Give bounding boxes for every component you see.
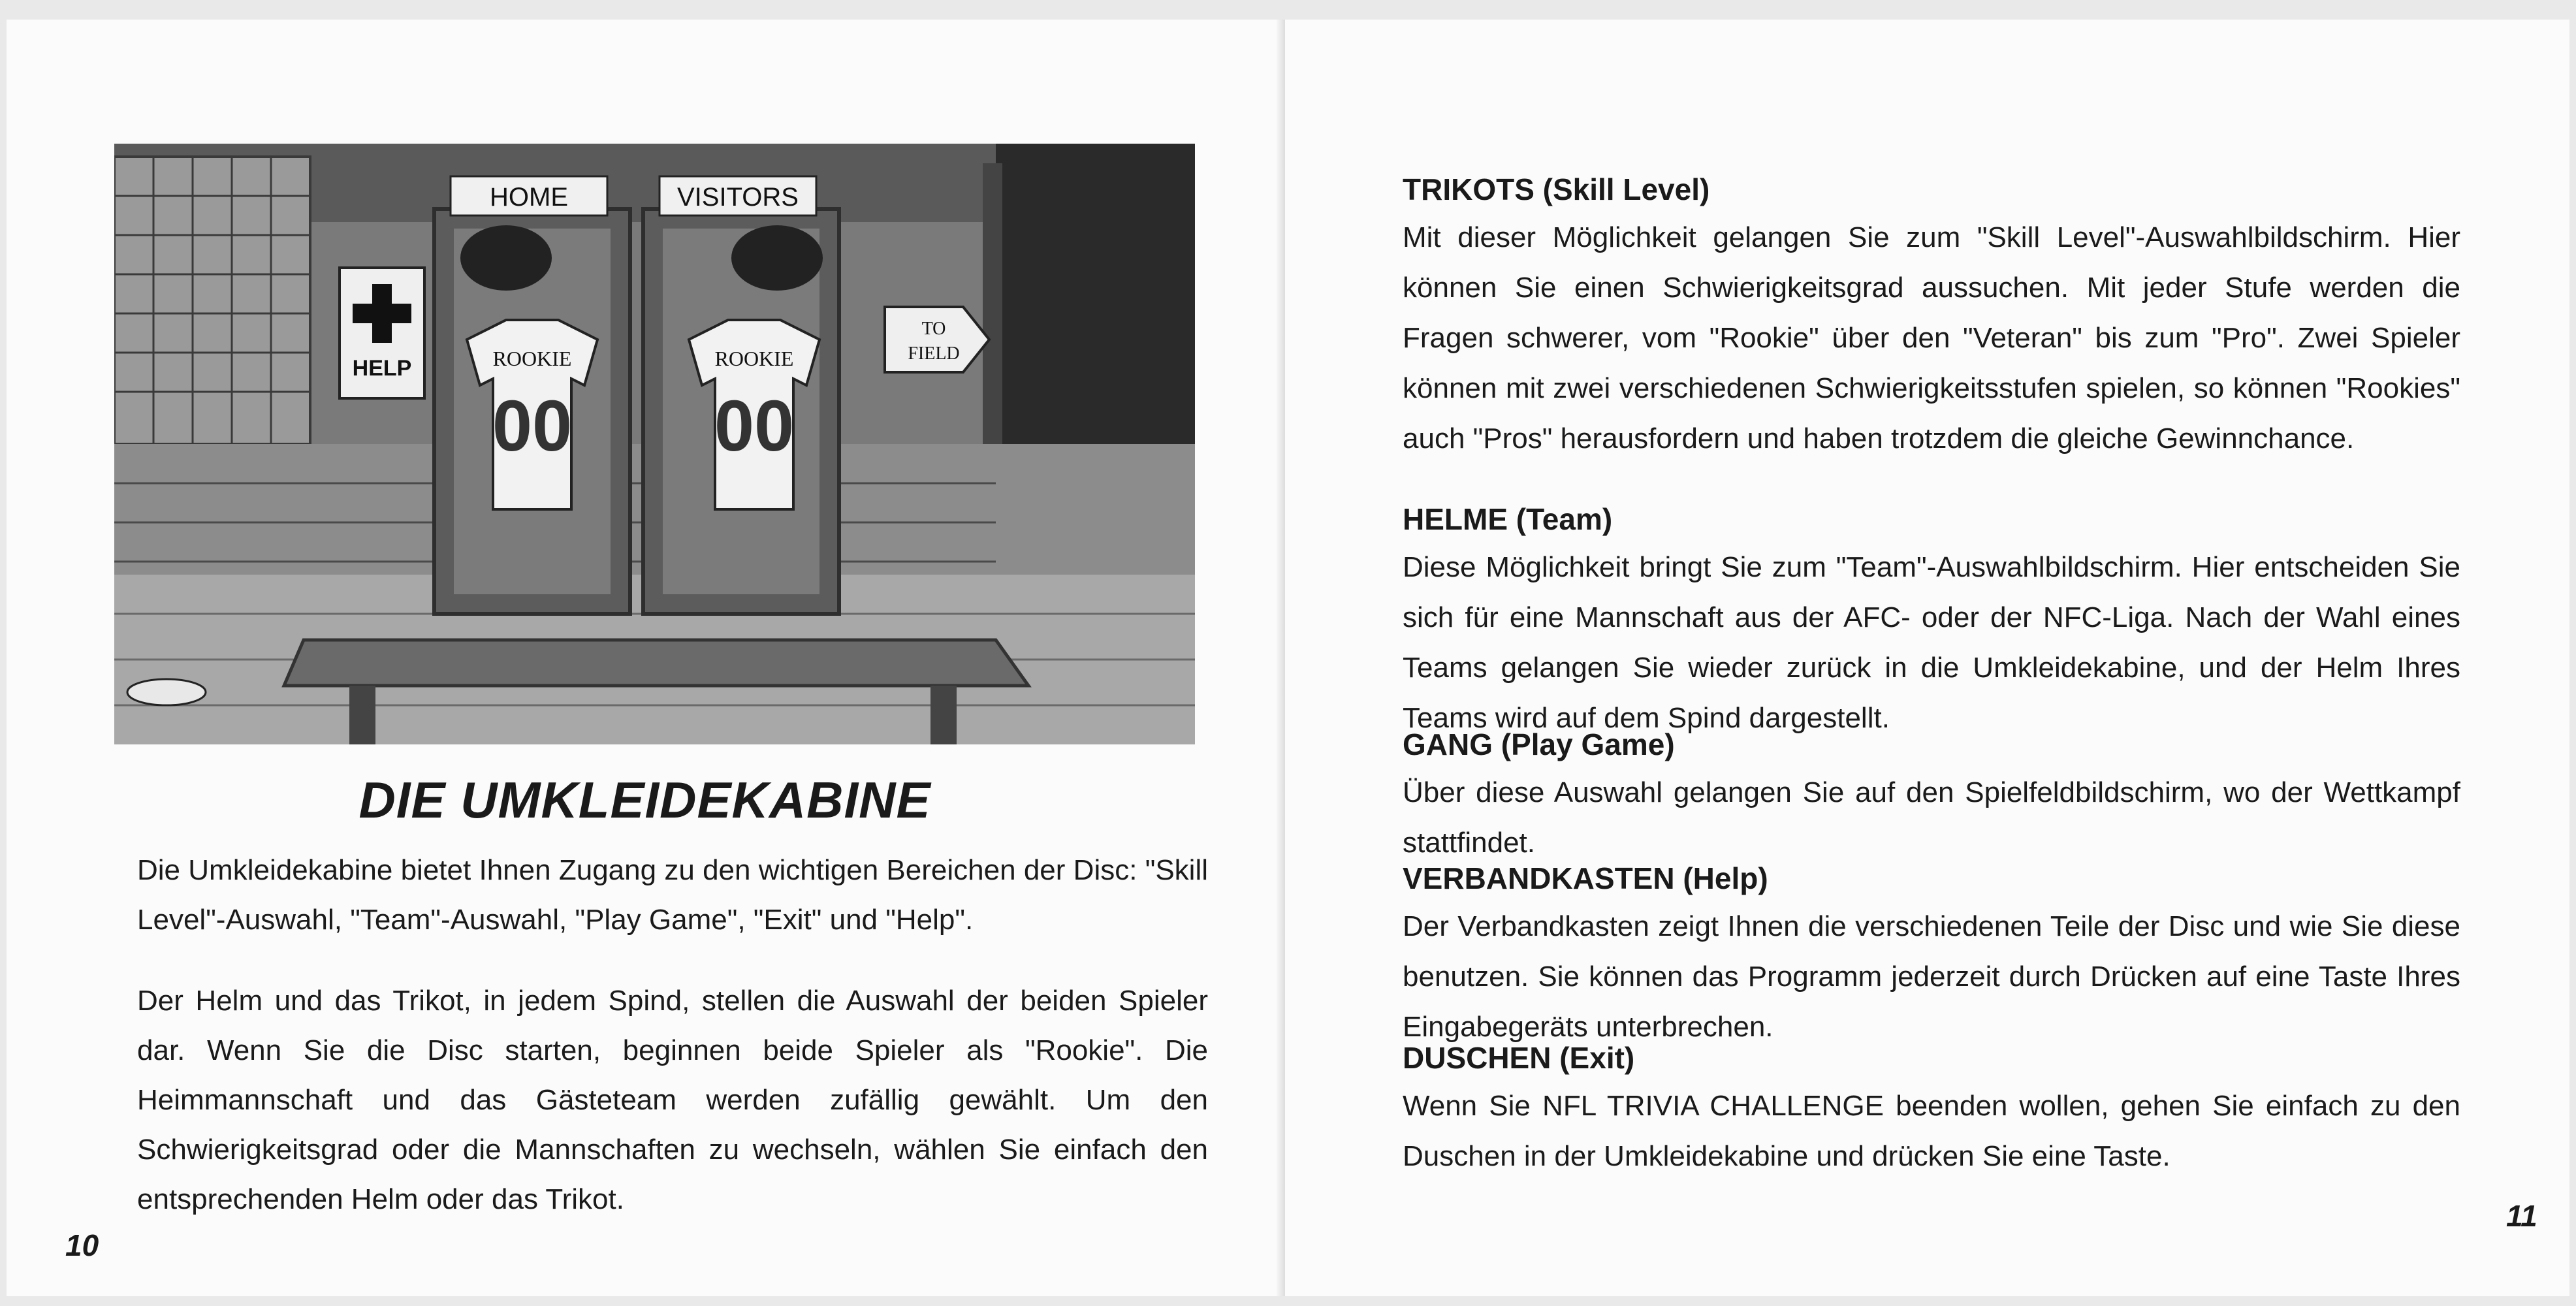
locker-room-screenshot bbox=[114, 144, 1195, 744]
visitors-locker-label: VISITORS bbox=[677, 183, 799, 212]
booklet-spread bbox=[7, 20, 2569, 1296]
section-title: GANG (Play Game) bbox=[1403, 727, 1675, 761]
page-number: 10 bbox=[65, 1228, 99, 1262]
section-duschen bbox=[1403, 1035, 2460, 1181]
locker-room-illustration bbox=[114, 144, 1195, 744]
intro-paragraph: Die Umkleidekabine bietet Ihnen Zugang zu den wichtigen Bereichen der Disc: "Skill Level"-Auswahl, "Team"-Auswahl, "Play Game", "Exit" und "Help". bbox=[137, 854, 1208, 936]
section-title: HELME (Team) bbox=[1403, 502, 1613, 536]
home-locker-label: HOME bbox=[490, 183, 568, 212]
section-helme bbox=[1403, 496, 2460, 743]
right-page bbox=[1285, 20, 2569, 1296]
section-gang bbox=[1403, 722, 2460, 868]
help-sign-label[interactable]: HELP bbox=[352, 356, 412, 381]
section-verbandkasten bbox=[1403, 855, 2460, 1052]
section-body: Diese Möglichkeit bringt Sie zum "Team"-Auswahlbildschirm. Hier entscheiden Sie sich für eine Mannschaft aus der AFC- oder der NFC-Liga. Nach der Wahl eines Teams gelangen Sie wieder zurück in die Umkleidekabine, und der Helm Ihres Teams wird auf dem Spind dargestellt. bbox=[1403, 551, 2460, 734]
tile-wall bbox=[114, 157, 310, 444]
visitors-helmet-icon[interactable] bbox=[731, 225, 823, 291]
left-page bbox=[7, 20, 1283, 1296]
sneaker bbox=[127, 679, 206, 705]
home-jersey-number: 00 bbox=[492, 386, 573, 466]
home-helmet-icon[interactable] bbox=[460, 225, 552, 291]
section-body: Wenn Sie NFL TRIVIA CHALLENGE beenden wollen, gehen Sie einfach zu den Duschen in der Umkleidekabine und drücken Sie eine Taste. bbox=[1403, 1090, 2460, 1172]
section-title: VERBANDKASTEN (Help) bbox=[1403, 861, 1768, 895]
section-trikots bbox=[1403, 167, 2460, 464]
bench bbox=[284, 640, 1028, 686]
page-number: 11 bbox=[2506, 1199, 2537, 1233]
to-field-label-line2[interactable]: FIELD bbox=[908, 343, 960, 364]
page-heading: DIE UMKLEIDEKABINE bbox=[358, 771, 931, 829]
section-title: DUSCHEN (Exit) bbox=[1403, 1041, 1635, 1075]
visitors-jersey-number: 00 bbox=[714, 386, 795, 466]
section-body: Mit dieser Möglichkeit gelangen Sie zum "Skill Level"-Auswahlbildschirm. Hier können Sie einen Schwierigkeitsgrad aussuchen. Mit jeder Stufe werden die Fragen schwerer, vom "Rookie" über den "Veteran" bis zum "Pro". Zwei Spieler können mit zwei verschiedenen Schwierigkeitsstufen spielen, so können "Rookies" auch "Pros" herausfordern und haben trotzdem die gleiche Gewinnchance. bbox=[1403, 221, 2460, 454]
section-body: Der Verbandkasten zeigt Ihnen die verschiedenen Teile der Disc und wie Sie diese benutzen. Sie können das Programm jederzeit durch Drücken auf eine Taste Ihres Eingabegeräts unterbrechen. bbox=[1403, 910, 2460, 1043]
section-body: Über diese Auswahl gelangen Sie auf den Spielfeldbildschirm, wo der Wettkampf stattfindet. bbox=[1403, 776, 2460, 859]
visitors-jersey-label: ROOKIE bbox=[714, 347, 794, 370]
helmet-jersey-paragraph: Der Helm und das Trikot, in jedem Spind, stellen die Auswahl der beiden Spieler dar. Wenn Sie die Disc starten, beginnen beide Spieler als "Rookie". Die Heimmannschaft und das Gästeteam werden zufällig gewählt. Um den Schwierigkeitsgrad oder die Mannschaften zu wechseln, wählen Sie einfach den entsprechenden Helm oder das Trikot. bbox=[137, 985, 1208, 1215]
to-field-label-line1[interactable]: TO bbox=[921, 319, 946, 339]
section-title: TRIKOTS (Skill Level) bbox=[1403, 172, 1710, 206]
home-jersey-label: ROOKIE bbox=[492, 347, 572, 370]
